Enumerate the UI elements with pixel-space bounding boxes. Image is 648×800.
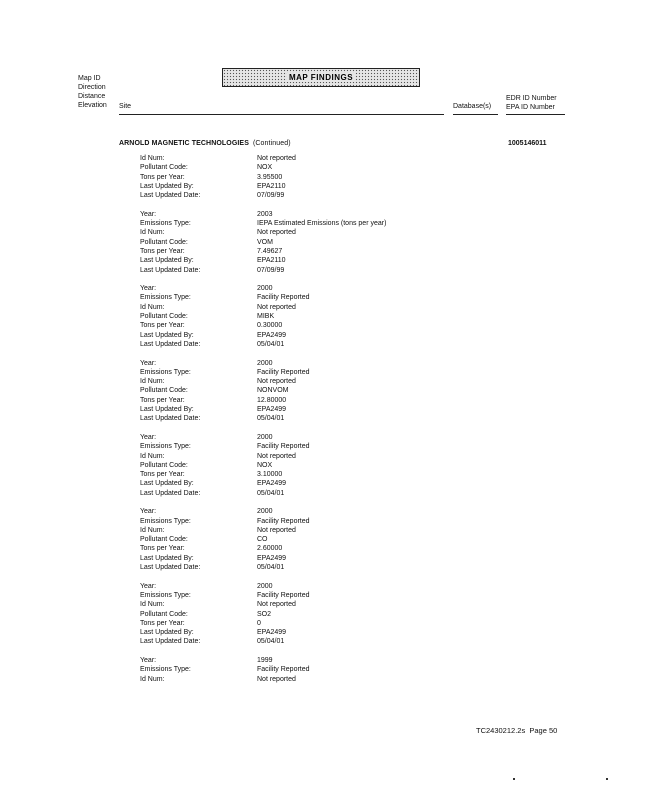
field-label: Last Updated By: — [140, 331, 194, 339]
record-row — [140, 238, 386, 247]
field-label: Id Num: — [140, 155, 165, 162]
field-label: Id Num: — [140, 526, 165, 534]
field-value: VOM — [257, 238, 273, 246]
record-row — [140, 228, 386, 237]
record-row — [140, 479, 386, 488]
field-value: 7.49627 — [257, 247, 283, 255]
field-label: Last Updated Date: — [140, 564, 201, 572]
emission-record — [140, 154, 386, 200]
record-row — [140, 266, 386, 275]
record-row — [140, 600, 386, 609]
field-value: Not reported — [257, 452, 296, 460]
field-value: Facility Reported — [257, 368, 310, 376]
record-row — [140, 312, 386, 321]
field-value: 1999 — [257, 657, 273, 665]
company-name: ARNOLD MAGNETIC TECHNOLOGIES — [119, 140, 249, 147]
field-value: 2.60000 — [257, 545, 283, 553]
field-value: 2000 — [257, 582, 273, 590]
field-label: Id Num: — [140, 452, 165, 460]
record-row — [140, 544, 386, 553]
header-rule-ids — [506, 114, 565, 115]
record-row — [140, 619, 386, 628]
record-row — [140, 517, 386, 526]
record-row — [140, 405, 386, 414]
record-row — [140, 256, 386, 265]
field-label: Last Updated Date: — [140, 266, 201, 274]
record-row — [140, 396, 386, 405]
field-value: 05/04/01 — [257, 489, 285, 497]
elevation-label: Elevation — [78, 102, 107, 109]
field-value: 12.80000 — [257, 396, 287, 404]
record-row — [140, 433, 386, 442]
record-row — [140, 656, 386, 665]
database-label: Database(s) — [453, 103, 492, 110]
field-value: EPA2499 — [257, 406, 287, 414]
field-label: Last Updated Date: — [140, 340, 201, 348]
map-findings-banner — [222, 68, 420, 87]
emission-record — [140, 582, 386, 647]
field-label: Tons per Year: — [140, 173, 185, 181]
field-label: Last Updated Date: — [140, 489, 201, 497]
edr-id-number: 1005146011 — [508, 140, 547, 147]
record-row — [140, 321, 386, 330]
record-row — [140, 182, 386, 191]
record-row — [140, 340, 386, 349]
field-label: Pollutant Code: — [140, 461, 188, 469]
field-value: Not reported — [257, 303, 296, 311]
field-label: Emissions Type: — [140, 294, 191, 302]
field-label: Pollutant Code: — [140, 313, 188, 321]
field-label: Last Updated Date: — [140, 192, 201, 200]
field-value: 3.95500 — [257, 173, 283, 181]
field-value: 0 — [257, 619, 261, 627]
field-value: EPA2499 — [257, 331, 287, 339]
scan-speck — [606, 778, 608, 780]
record-row — [140, 191, 386, 200]
field-value: CO — [257, 536, 268, 544]
field-label: Emissions Type: — [140, 368, 191, 376]
field-value: Not reported — [257, 378, 296, 386]
field-value: IEPA Estimated Emissions (tons per year) — [257, 220, 387, 228]
site-label: Site — [119, 103, 132, 110]
record-row — [140, 452, 386, 461]
field-label: Pollutant Code: — [140, 164, 188, 172]
field-label: Tons per Year: — [140, 471, 185, 479]
field-label: Last Updated Date: — [140, 415, 201, 423]
field-value: Facility Reported — [257, 443, 310, 451]
record-row — [140, 247, 386, 256]
header-rule-database — [453, 114, 498, 115]
field-value: Facility Reported — [257, 294, 310, 302]
emission-record — [140, 507, 386, 572]
page-number: Page 50 — [529, 726, 558, 735]
field-label: Last Updated By: — [140, 480, 194, 488]
field-value: Not reported — [257, 229, 296, 237]
field-label: Last Updated By: — [140, 629, 194, 637]
distance-label: Distance — [78, 93, 106, 100]
record-row — [140, 284, 386, 293]
record-row — [140, 303, 386, 312]
record-row — [140, 675, 386, 684]
record-row — [140, 489, 386, 498]
field-label: Tons per Year: — [140, 619, 185, 627]
record-row — [140, 461, 386, 470]
record-row — [140, 470, 386, 479]
header-right-labels — [506, 94, 557, 112]
field-label: Pollutant Code: — [140, 238, 188, 246]
field-value: EPA2499 — [257, 480, 287, 488]
banner-title: MAP FINDINGS — [288, 73, 354, 82]
emission-record — [140, 210, 386, 275]
record-row — [140, 210, 386, 219]
field-value: Not reported — [257, 526, 296, 534]
record-row — [140, 442, 386, 451]
field-value: 2000 — [257, 285, 273, 293]
record-row — [140, 359, 386, 368]
field-label: Emissions Type: — [140, 220, 191, 228]
field-label: Year: — [140, 582, 157, 590]
field-value: SO2 — [257, 610, 272, 618]
field-value: EPA2499 — [257, 629, 287, 637]
emission-records — [140, 154, 386, 693]
field-value: 2003 — [257, 210, 273, 218]
field-value: 07/09/99 — [257, 266, 285, 274]
field-value: NOX — [257, 164, 273, 172]
record-row — [140, 526, 386, 535]
field-value: 2000 — [257, 433, 273, 441]
header-left-labels — [78, 74, 107, 110]
field-value: Not reported — [257, 601, 296, 609]
field-value: NONVOM — [257, 387, 289, 395]
record-row — [140, 554, 386, 563]
record-row — [140, 293, 386, 302]
field-label: Id Num: — [140, 675, 165, 683]
field-label: Pollutant Code: — [140, 387, 188, 395]
continued-note: (Continued) — [252, 140, 291, 147]
field-value: Facility Reported — [257, 517, 310, 525]
field-label: Year: — [140, 359, 157, 367]
field-label: Tons per Year: — [140, 396, 185, 404]
record-row — [140, 219, 386, 228]
record-row — [140, 386, 386, 395]
record-row — [140, 163, 386, 172]
record-row — [140, 591, 386, 600]
field-value: 05/04/01 — [257, 340, 285, 348]
field-value: 3.10000 — [257, 471, 283, 479]
record-row — [140, 665, 386, 674]
field-label: Last Updated By: — [140, 257, 194, 265]
company-heading — [119, 140, 291, 147]
field-label: Emissions Type: — [140, 443, 191, 451]
field-label: Year: — [140, 433, 157, 441]
page-footer — [476, 726, 557, 735]
scan-speck — [513, 778, 515, 780]
record-row — [140, 507, 386, 516]
emission-record — [140, 359, 386, 424]
document-reference: TC2430212.2s — [476, 726, 526, 735]
field-label: Id Num: — [140, 601, 165, 609]
field-value: 0.30000 — [257, 322, 283, 330]
record-row — [140, 331, 386, 340]
record-row — [140, 610, 386, 619]
field-value: Facility Reported — [257, 666, 310, 674]
direction-label: Direction — [78, 84, 106, 91]
field-value: Facility Reported — [257, 591, 310, 599]
header-rule-site — [119, 114, 444, 115]
field-label: Last Updated By: — [140, 406, 194, 414]
field-label: Pollutant Code: — [140, 536, 188, 544]
record-row — [140, 637, 386, 646]
record-row — [140, 628, 386, 637]
field-label: Year: — [140, 210, 157, 218]
field-label: Last Updated By: — [140, 182, 194, 190]
field-value: 07/09/99 — [257, 192, 285, 200]
field-value: NOX — [257, 461, 273, 469]
field-label: Emissions Type: — [140, 591, 191, 599]
field-label: Year: — [140, 657, 157, 665]
epa-id-label: EPA ID Number — [506, 104, 555, 111]
field-label: Year: — [140, 508, 157, 516]
field-value: 2000 — [257, 508, 273, 516]
field-label: Tons per Year: — [140, 545, 185, 553]
field-label: Id Num: — [140, 378, 165, 386]
edr-id-label: EDR ID Number — [506, 95, 557, 102]
field-value: EPA2110 — [257, 257, 286, 265]
field-label: Id Num: — [140, 303, 165, 311]
field-value: 05/04/01 — [257, 638, 285, 646]
field-value: EPA2499 — [257, 554, 287, 562]
field-label: Year: — [140, 285, 157, 293]
field-label: Emissions Type: — [140, 666, 191, 674]
record-row — [140, 154, 386, 163]
field-label: Id Num: — [140, 229, 165, 237]
field-value: Not reported — [257, 675, 296, 683]
record-row — [140, 368, 386, 377]
field-value: MIBK — [257, 313, 275, 321]
field-label: Tons per Year: — [140, 322, 185, 330]
emission-record — [140, 656, 386, 684]
record-row — [140, 377, 386, 386]
field-value: 2000 — [257, 359, 273, 367]
record-row — [140, 173, 386, 182]
record-row — [140, 563, 386, 572]
field-value: EPA2110 — [257, 182, 286, 190]
record-row — [140, 535, 386, 544]
field-label: Last Updated Date: — [140, 638, 201, 646]
emission-record — [140, 433, 386, 498]
field-label: Pollutant Code: — [140, 610, 188, 618]
field-label: Emissions Type: — [140, 517, 191, 525]
field-value: 05/04/01 — [257, 415, 285, 423]
record-row — [140, 414, 386, 423]
field-label: Tons per Year: — [140, 247, 185, 255]
field-label: Last Updated By: — [140, 554, 194, 562]
emission-record — [140, 284, 386, 349]
map-id-label: Map ID — [78, 75, 101, 82]
record-row — [140, 582, 386, 591]
field-value: Not reported — [257, 155, 296, 162]
field-value: 05/04/01 — [257, 564, 285, 572]
